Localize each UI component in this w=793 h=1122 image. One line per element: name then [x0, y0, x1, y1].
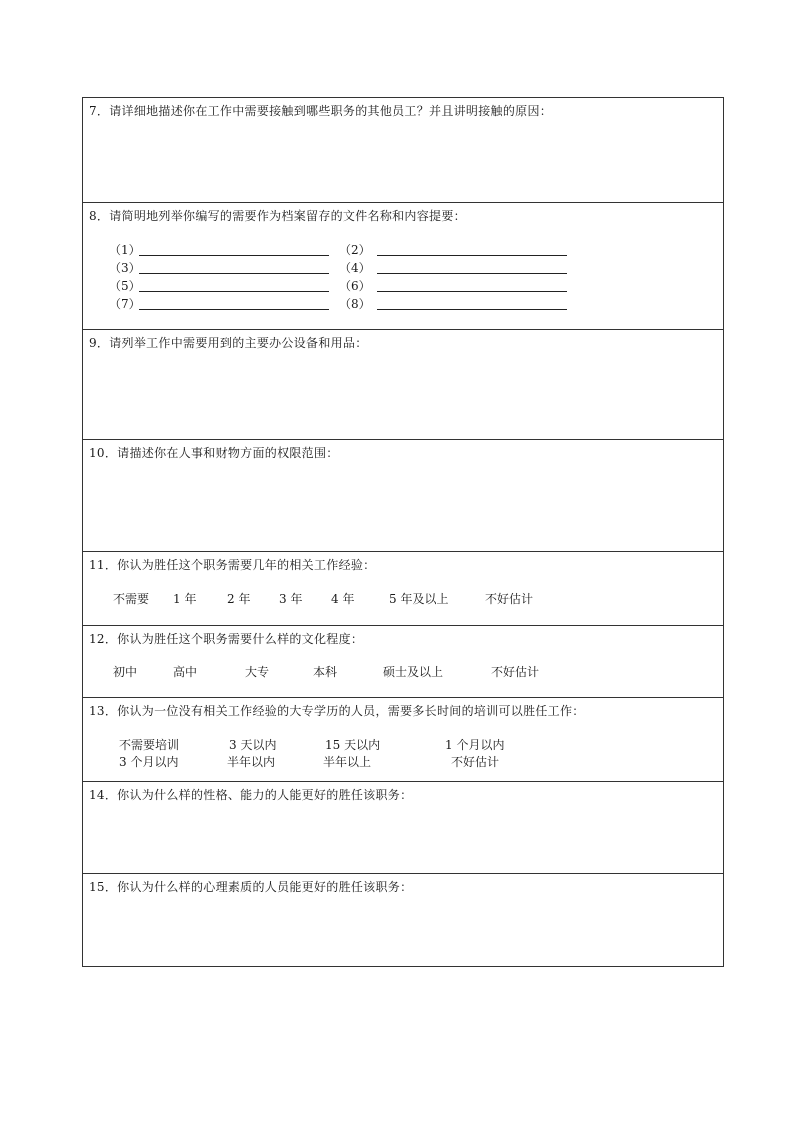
option-experience-4y[interactable]: 4 年: [331, 592, 355, 606]
option-training-3-months[interactable]: 3 个月以内: [119, 755, 179, 769]
question-14-section: [83, 782, 723, 874]
option-training-unknown[interactable]: 不好估计: [451, 755, 500, 769]
blank-label-6: （6）: [339, 279, 371, 293]
question-10-section: [83, 440, 723, 552]
question-13-text: 13．你认为一位没有相关工作经验的大专学历的人员，需要多长时间的培训可以胜任工作：: [89, 704, 585, 718]
blank-line-5[interactable]: [139, 291, 329, 292]
option-experience-5y-plus[interactable]: 5 年及以上: [389, 592, 449, 606]
option-training-half-year[interactable]: 半年以内: [227, 755, 276, 769]
option-education-junior-high[interactable]: 初中: [113, 665, 138, 679]
option-experience-unknown[interactable]: 不好估计: [485, 592, 534, 606]
option-experience-none[interactable]: 不需要: [113, 592, 150, 606]
question-7-section: [83, 98, 723, 203]
blank-line-4[interactable]: [377, 273, 567, 274]
blank-line-7[interactable]: [139, 309, 329, 310]
blank-line-6[interactable]: [377, 291, 567, 292]
question-11-section: [83, 552, 723, 626]
option-training-15-days[interactable]: 15 天以内: [325, 738, 381, 752]
option-experience-2y[interactable]: 2 年: [227, 592, 251, 606]
option-training-1-month[interactable]: 1 个月以内: [445, 738, 505, 752]
question-13-section: [83, 698, 723, 782]
question-15-section: [83, 874, 723, 965]
blank-line-1[interactable]: [139, 255, 329, 256]
question-11-text: 11．你认为胜任这个职务需要几年的相关工作经验：: [89, 558, 376, 572]
blank-line-3[interactable]: [139, 273, 329, 274]
blank-label-5: （5）: [109, 279, 141, 293]
option-training-over-half-year[interactable]: 半年以上: [323, 755, 372, 769]
option-education-bachelor[interactable]: 本科: [313, 665, 338, 679]
questionnaire-form: [82, 97, 724, 967]
blank-label-4: （4）: [339, 261, 371, 275]
option-education-college[interactable]: 大专: [245, 665, 270, 679]
option-education-master-plus[interactable]: 硕士及以上: [383, 665, 444, 679]
blank-label-8: （8）: [339, 297, 371, 311]
question-7-text: 7．请详细地描述你在工作中需要接触到哪些职务的其他员工？并且讲明接触的原因：: [89, 104, 553, 118]
blank-line-8[interactable]: [377, 309, 567, 310]
question-12-text: 12．你认为胜任这个职务需要什么样的文化程度：: [89, 632, 364, 646]
option-training-none[interactable]: 不需要培训: [119, 738, 180, 752]
option-education-unknown[interactable]: 不好估计: [491, 665, 540, 679]
question-15-text: 15．你认为什么样的心理素质的人员能更好的胜任该职务：: [89, 880, 413, 894]
blank-label-2: （2）: [339, 243, 371, 257]
blank-label-3: （3）: [109, 261, 141, 275]
question-14-text: 14．你认为什么样的性格、能力的人能更好的胜任该职务：: [89, 788, 413, 802]
question-9-text: 9．请列举工作中需要用到的主要办公设备和用品：: [89, 336, 368, 350]
question-10-text: 10．请描述你在人事和财物方面的权限范围：: [89, 446, 339, 460]
question-8-section: [83, 203, 723, 330]
blank-line-2[interactable]: [377, 255, 567, 256]
question-8-text: 8．请简明地列举你编写的需要作为档案留存的文件名称和内容提要：: [89, 209, 466, 223]
option-experience-1y[interactable]: 1 年: [173, 592, 197, 606]
question-12-section: [83, 626, 723, 698]
question-9-section: [83, 330, 723, 440]
option-education-high-school[interactable]: 高中: [173, 665, 198, 679]
blank-label-1: （1）: [109, 243, 141, 257]
blank-label-7: （7）: [109, 297, 141, 311]
option-training-3-days[interactable]: 3 天以内: [229, 738, 277, 752]
option-experience-3y[interactable]: 3 年: [279, 592, 303, 606]
